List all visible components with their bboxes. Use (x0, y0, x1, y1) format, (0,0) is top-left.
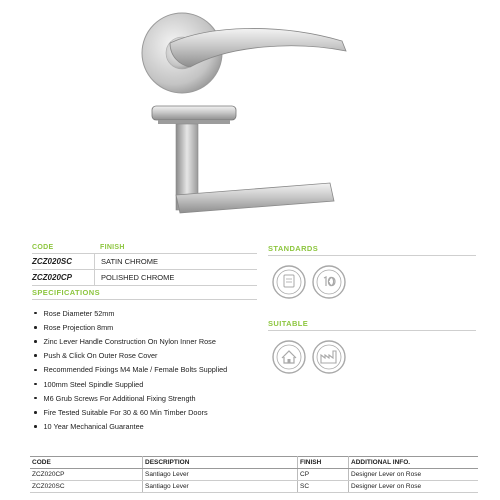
finish-header: FINISH (100, 244, 125, 251)
cell-code: ZCZ020CP (30, 469, 143, 481)
spec-item (32, 363, 257, 377)
en1906-standard-icon (272, 265, 306, 299)
cell-code: ZCZ020SC (30, 481, 143, 493)
finish-name: SATIN CHROME (94, 254, 158, 269)
specifications-title: SPECIFICATIONS (32, 288, 257, 300)
bullet-icon (34, 383, 37, 386)
finish-table-header (32, 244, 257, 254)
column-description: DESCRIPTION (143, 457, 298, 469)
spec-item (32, 349, 257, 363)
spec-text: 100mm Steel Spindle Supplied (43, 379, 144, 389)
product-table (30, 456, 478, 493)
table-row (30, 469, 478, 481)
10-year-guarantee-icon (312, 265, 346, 299)
bullet-icon (34, 411, 37, 414)
cell-additional-info: Designer Lever on Rose (349, 481, 479, 493)
bullet-icon (34, 354, 37, 357)
cell-finish: SC (298, 481, 349, 493)
cell-description: Santiago Lever (143, 481, 298, 493)
finish-name: POLISHED CHROME (94, 270, 174, 285)
spec-text: Rose Diameter 52mm (43, 308, 115, 318)
finish-row (32, 270, 257, 286)
spec-item (32, 306, 257, 320)
finish-row (32, 254, 257, 270)
spec-text: M6 Grub Screws For Additional Fixing Strength (43, 393, 196, 403)
left-column (32, 244, 257, 434)
suitable-title: SUITABLE (268, 319, 476, 331)
spec-item (32, 420, 257, 434)
commercial-factory-icon (312, 340, 346, 374)
spec-text: Fire Tested Suitable For 30 & 60 Min Timber Doors (43, 407, 208, 417)
product-image (120, 5, 360, 230)
spec-text: Rose Projection 8mm (43, 322, 114, 332)
spec-item (32, 405, 257, 419)
right-column (268, 244, 476, 380)
residential-house-icon (272, 340, 306, 374)
bullet-icon (34, 425, 37, 428)
spec-item (32, 334, 257, 348)
cell-description: Santiago Lever (143, 469, 298, 481)
cell-additional-info: Designer Lever on Rose (349, 469, 479, 481)
bullet-icon (34, 326, 37, 329)
spec-text: 10 Year Mechanical Guarantee (43, 422, 144, 432)
spec-item (32, 320, 257, 334)
product-table-header (30, 457, 478, 469)
standards-title: STANDARDS (268, 244, 476, 256)
suitable-badges (272, 340, 476, 380)
standards-badges (272, 265, 476, 305)
finish-code: ZCZ020SC (32, 257, 73, 266)
column-code: CODE (30, 457, 143, 469)
spec-text: Zinc Lever Handle Construction On Nylon Inner Rose (43, 336, 216, 346)
bullet-icon (34, 340, 37, 343)
spec-item (32, 391, 257, 405)
spec-text: Recommended Fixings M4 Male / Female Bolts Supplied (43, 365, 228, 375)
table-row (30, 481, 478, 493)
finish-code: ZCZ020CP (32, 273, 73, 282)
spec-item (32, 377, 257, 391)
code-header: CODE (32, 244, 54, 251)
bullet-icon (34, 369, 37, 372)
bullet-icon (34, 397, 37, 400)
spec-text: Push & Click On Outer Rose Cover (43, 351, 158, 361)
specifications-list (32, 306, 257, 434)
column-finish: FINISH (298, 457, 349, 469)
column-additional-info: ADDITIONAL INFO. (349, 457, 479, 469)
cell-finish: CP (298, 469, 349, 481)
bullet-icon (34, 312, 37, 315)
